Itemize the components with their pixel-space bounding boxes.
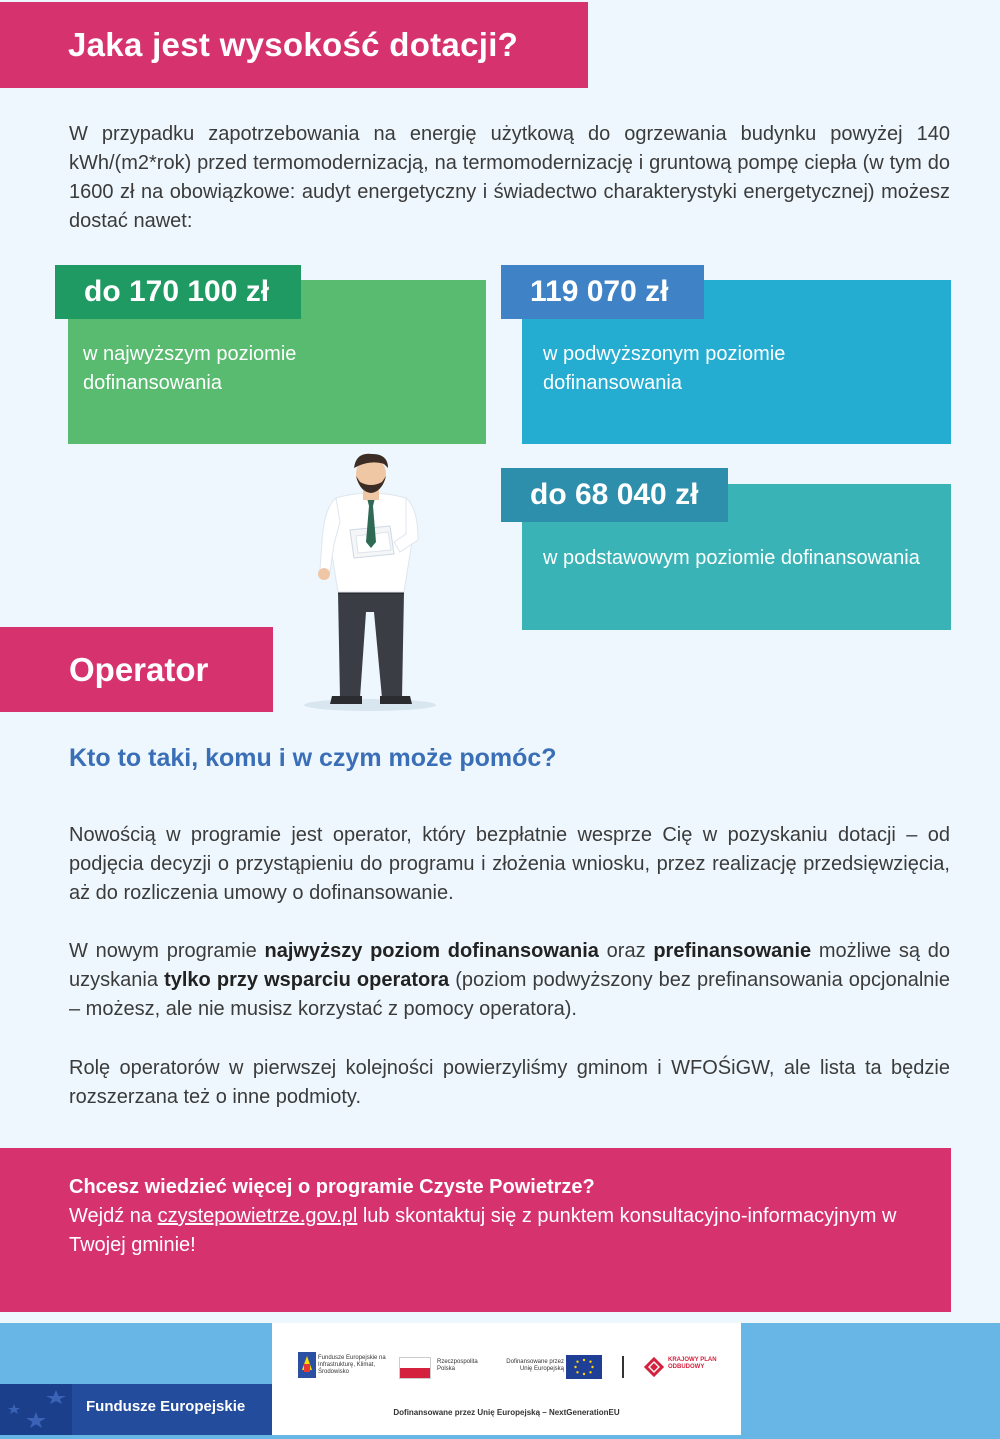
operator-paragraph-1: Nowością w programie jest operator, który bezpłatnie wesprze Cię w pozyskaniu dotacji – od podjęcia decyzji o przystąpieniu do programu i złożenia wniosku, przez realizację przedsięwzięcia, aż do rozliczenia umowy o dofinansowanie. — [69, 824, 950, 904]
operator-paragraph-3: Rolę operatorów w pierwszej kolejności powierzyliśmy gminom i WFOŚiGW, ale lista ta będzie rozszerzana też o inne podmioty. — [69, 1057, 950, 1108]
fe-logo-icon — [298, 1352, 316, 1378]
operator-paragraph-2: W nowym programie najwyższy poziom dofinansowania oraz prefinansowanie możliwe są do uzyskania tylko przy wsparciu operatora (poziom podwyższony bez prefinansowania opcjonalnie – możesz, ale nie musisz korzystać z pomocy operatora). — [69, 940, 951, 1020]
amount-label-highest: w najwyższym poziomie dofinansowania — [83, 343, 297, 394]
pl-logo-text: Rzeczpospolita Polska — [437, 1359, 478, 1372]
eu-stars-icon — [0, 1384, 72, 1435]
kpo-logo-text: KRAJOWY PLAN ODBUDOWY — [668, 1357, 717, 1370]
fe-logo-text: Fundusze Europejskie na Infrastrukturę, Klimat, Środowisko — [318, 1355, 386, 1375]
amount-tag-increased: 119 070 zł — [501, 265, 704, 319]
amount-tag-basic: do 68 040 zł — [501, 468, 728, 522]
website-link[interactable]: czystepowietrze.gov.pl — [157, 1205, 358, 1227]
section-title-subsidy: Jaka jest wysokość dotacji? — [0, 2, 588, 88]
fe-label: Fundusze Europejskie — [86, 1398, 246, 1415]
eu-logo-text: Dofinansowane przez Unię Europejską — [506, 1359, 564, 1372]
pl-flag-icon — [399, 1357, 431, 1379]
kpo-logo-icon — [644, 1357, 664, 1377]
cta-post: lub skontaktuj się z punktem konsultacyjno-informacyjnym w Twojej gminie! — [69, 1205, 897, 1256]
cta-banner — [0, 1148, 951, 1312]
amount-label-increased: w podwyższonym poziomie dofinansowania — [543, 343, 786, 394]
funding-note: Dofinansowane przez Unię Europejską – NextGenerationEU — [393, 1408, 620, 1417]
businessman-illustration — [290, 452, 460, 714]
amount-label-basic: w podstawowym poziomie dofinansowania — [543, 547, 920, 569]
cta-question: Chcesz wiedzieć więcej o programie Czyste Powietrze? — [69, 1176, 595, 1198]
logo-strip — [272, 1323, 741, 1435]
logo-divider — [622, 1356, 624, 1378]
intro-paragraph: W przypadku zapotrzebowania na energię użytkową do ogrzewania budynku powyżej 140 kWh/(m2*rok) przed termomodernizacją, na termomodernizację i gruntową pompę ciepła (w tym do 1600 zł na obowiązkowe: audyt energetyczny i świadectwo charakterystyki energetycznej) możesz dostać nawet: — [69, 123, 950, 232]
section-title-operator: Operator — [0, 627, 273, 712]
amount-tag-highest: do 170 100 zł — [55, 265, 301, 319]
cta-pre: Wejdź na — [69, 1205, 158, 1227]
eu-flag-icon — [566, 1355, 602, 1379]
operator-subtitle: Kto to taki, komu i w czym może pomóc? — [69, 744, 557, 772]
